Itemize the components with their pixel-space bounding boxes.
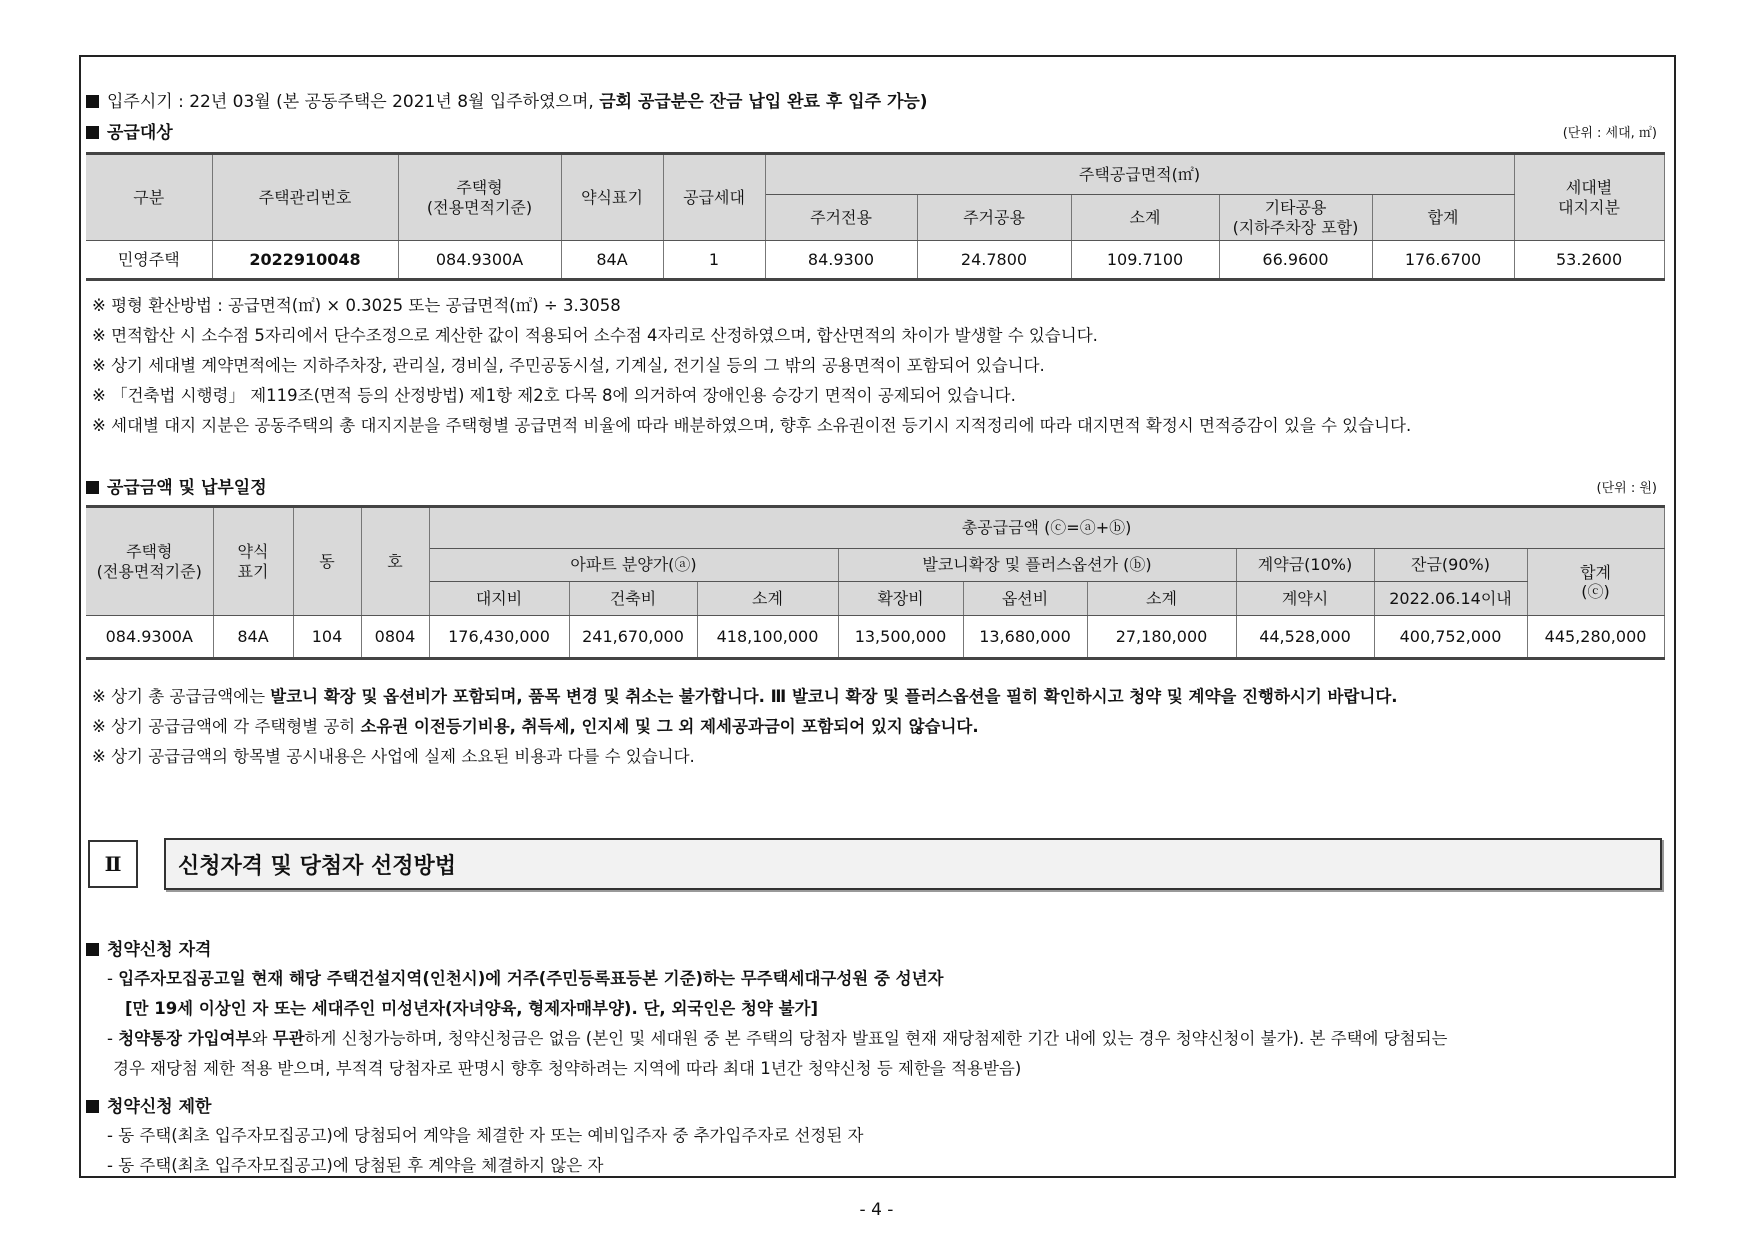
- eligibility-line-1: - 입주자모집공고일 현재 해당 주택건설지역(인천시)에 거주(주민등록표등본 기준)하는 무주택세대구성원 중 성년자: [107, 969, 944, 988]
- eligibility-line-4: 경우 재당첨 제한 적용 받으며, 부적격 당첨자로 판명시 향후 청약하려는 지역에 따라 최대 1년간 청약신청 등 제한을 적용받음): [113, 1059, 1022, 1078]
- note-line: ※ 세대별 대지 지분은 공동주택의 총 대지지분을 주택형별 공급면적 비율에 따라 배분하였으며, 향후 소유권이전 등기시 지적정리에 따라 대지면적 확정시 면적증감이 있을 수 있습니다.: [92, 416, 1412, 435]
- col-short: 약식 표기: [213, 507, 293, 616]
- table-cell: 104: [293, 616, 361, 659]
- col-subtotal: 소계: [1071, 195, 1219, 241]
- supply-target-unit: (단위 : 세대, ㎡): [1562, 126, 1657, 141]
- table-cell: 176,430,000: [429, 616, 569, 659]
- col-short: 약식표기: [561, 154, 663, 241]
- col-option: 옵션비: [963, 582, 1087, 616]
- page-number: - 4 -: [859, 1200, 894, 1220]
- col-type: 주택형 (전용면적기준): [86, 507, 213, 616]
- note-line: ※ 평형 환산방법 : 공급면적(㎡) × 0.3025 또는 공급면적(㎡) ÷ 3.3058: [92, 296, 621, 315]
- col-area-group: 주택공급면적(㎡): [765, 154, 1514, 195]
- col-exclusive: 주거전용: [765, 195, 917, 241]
- col-type: 주택형 (전용면적기준): [398, 154, 561, 241]
- table-cell: 13,500,000: [838, 616, 963, 659]
- supply-target-heading: [86, 118, 173, 143]
- col-balance: 잔금(90%): [1374, 549, 1527, 582]
- table-cell: 241,670,000: [569, 616, 697, 659]
- restriction-heading: [86, 1092, 211, 1117]
- col-households: 공급세대: [663, 154, 765, 241]
- col-division: 구분: [86, 154, 212, 241]
- table-cell: 84.9300: [765, 241, 917, 280]
- col-apt-group: 아파트 분양가(ⓐ): [429, 549, 838, 582]
- eligibility-line-2: [만 19세 이상인 자 또는 세대주인 미성년자(자녀양육, 형제자매부양). 단, 외국인은 청약 불가]: [125, 999, 818, 1018]
- col-other: 기타공용 (지하주차장 포함): [1219, 195, 1372, 241]
- supply-target-title: 공급대상: [107, 123, 173, 143]
- supply-target-table: [86, 152, 1665, 281]
- price-note-1: ※ 상기 총 공급금액에는 발코니 확장 및 옵션비가 포함되며, 품목 변경 및 취소는 불가합니다. Ⅲ 발코니 확장 및 플러스옵션을 필히 확인하시고 청약 및 계약을 진행하시기 바랍니다.: [92, 687, 1398, 706]
- table-cell: 2022910048: [212, 241, 398, 280]
- table-cell: 84A: [561, 241, 663, 280]
- col-balance-due: 2022.06.14이내: [1374, 582, 1527, 616]
- col-common: 주거공용: [917, 195, 1071, 241]
- col-mgmt-no: 주택관리번호: [212, 154, 398, 241]
- table-cell: 176.6700: [1372, 241, 1514, 280]
- price-title: 공급금액 및 납부일정: [107, 478, 267, 498]
- eligibility-heading: [86, 935, 211, 960]
- restriction-item: - 동 주택(최초 입주자모집공고)에 당첨되어 계약을 체결한 자 또는 예비입주자 중 추가입주자로 선정된 자: [107, 1126, 864, 1145]
- col-sum: 합계 (ⓒ): [1527, 549, 1664, 616]
- move-in-line: [86, 87, 928, 112]
- col-building: 건축비: [569, 582, 697, 616]
- col-ho: 호: [361, 507, 429, 616]
- table-cell: 418,100,000: [697, 616, 838, 659]
- section-title: 신청자격 및 당첨자 선정방법: [164, 838, 1662, 890]
- eligibility-title: 청약신청 자격: [107, 940, 212, 960]
- note-line: ※ 상기 세대별 계약면적에는 지하주차장, 관리실, 경비실, 주민공동시설, 기계실, 전기실 등의 그 밖의 공용면적이 포함되어 있습니다.: [92, 356, 1045, 375]
- table-cell: 13,680,000: [963, 616, 1087, 659]
- col-subtotal-a: 소계: [697, 582, 838, 616]
- table-cell: 민영주택: [86, 241, 212, 280]
- restriction-item: - 동 주택(최초 입주자모집공고)에 당첨된 후 계약을 체결하지 않은 자: [107, 1156, 604, 1175]
- table-cell: 445,280,000: [1527, 616, 1664, 659]
- col-total-group: 총공급금액 (ⓒ=ⓐ+ⓑ): [429, 507, 1664, 549]
- table-cell: 24.7800: [917, 241, 1071, 280]
- square-bullet-icon: [86, 481, 99, 494]
- price-unit: (단위 : 원): [1596, 481, 1657, 496]
- table-cell: 84A: [213, 616, 293, 659]
- table-cell: 400,752,000: [1374, 616, 1527, 659]
- table-cell: 084.9300A: [398, 241, 561, 280]
- price-table: [86, 505, 1665, 660]
- section-number: Ⅱ: [88, 840, 138, 888]
- table-cell: 0804: [361, 616, 429, 659]
- col-subtotal-b: 소계: [1087, 582, 1236, 616]
- col-at-contract: 계약시: [1236, 582, 1374, 616]
- col-land: 대지비: [429, 582, 569, 616]
- move-in-bold: 금회 공급분은 잔금 납입 완료 후 입주 가능): [599, 92, 928, 112]
- table-row: [86, 616, 1664, 659]
- col-land-share: 세대별 대지지분: [1514, 154, 1664, 241]
- eligibility-line-3: - 청약통장 가입여부와 무관하게 신청가능하며, 청약신청금은 없음 (본인 및 세대원 중 본 주택의 당첨자 발표일 현재 재당첨제한 기간 내에 있는 경우 청약신청이 불가). 본 주택에 당첨되는: [107, 1029, 1448, 1048]
- table-cell: 53.2600: [1514, 241, 1664, 280]
- price-note-3: ※ 상기 공급금액의 항목별 공시내용은 사업에 실제 소요된 비용과 다를 수 있습니다.: [92, 747, 695, 766]
- col-dong: 동: [293, 507, 361, 616]
- price-note-2: ※ 상기 공급금액에 각 주택형별 공히 소유권 이전등기비용, 취득세, 인지세 및 그 외 제세공과금이 포함되어 있지 않습니다.: [92, 717, 979, 736]
- move-in-text: 입주시기 : 22년 03월 (본 공동주택은 2021년 8월 입주하였으며,: [107, 92, 600, 112]
- col-expansion: 확장비: [838, 582, 963, 616]
- table-cell: 109.7100: [1071, 241, 1219, 280]
- square-bullet-icon: [86, 943, 99, 956]
- restriction-title: 청약신청 제한: [107, 1097, 212, 1117]
- table-cell: 44,528,000: [1236, 616, 1374, 659]
- square-bullet-icon: [86, 126, 99, 139]
- table-cell: 66.9600: [1219, 241, 1372, 280]
- col-balcony-group: 발코니확장 및 플러스옵션가 (ⓑ): [838, 549, 1236, 582]
- note-line: ※ 면적합산 시 소수점 5자리에서 단수조정으로 계산한 값이 적용되어 소수점 4자리로 산정하였으며, 합산면적의 차이가 발생할 수 있습니다.: [92, 326, 1098, 345]
- square-bullet-icon: [86, 1100, 99, 1113]
- square-bullet-icon: [86, 95, 99, 108]
- price-heading: [86, 473, 267, 498]
- col-deposit: 계약금(10%): [1236, 549, 1374, 582]
- note-line: ※ 「건축법 시행령」 제119조(면적 등의 산정방법) 제1항 제2호 다목 8에 의거하여 장애인용 승강기 면적이 공제되어 있습니다.: [92, 386, 1016, 405]
- table-cell: 1: [663, 241, 765, 280]
- table-row: [86, 241, 1664, 280]
- table-cell: 27,180,000: [1087, 616, 1236, 659]
- table-cell: 084.9300A: [86, 616, 213, 659]
- col-total: 합계: [1372, 195, 1514, 241]
